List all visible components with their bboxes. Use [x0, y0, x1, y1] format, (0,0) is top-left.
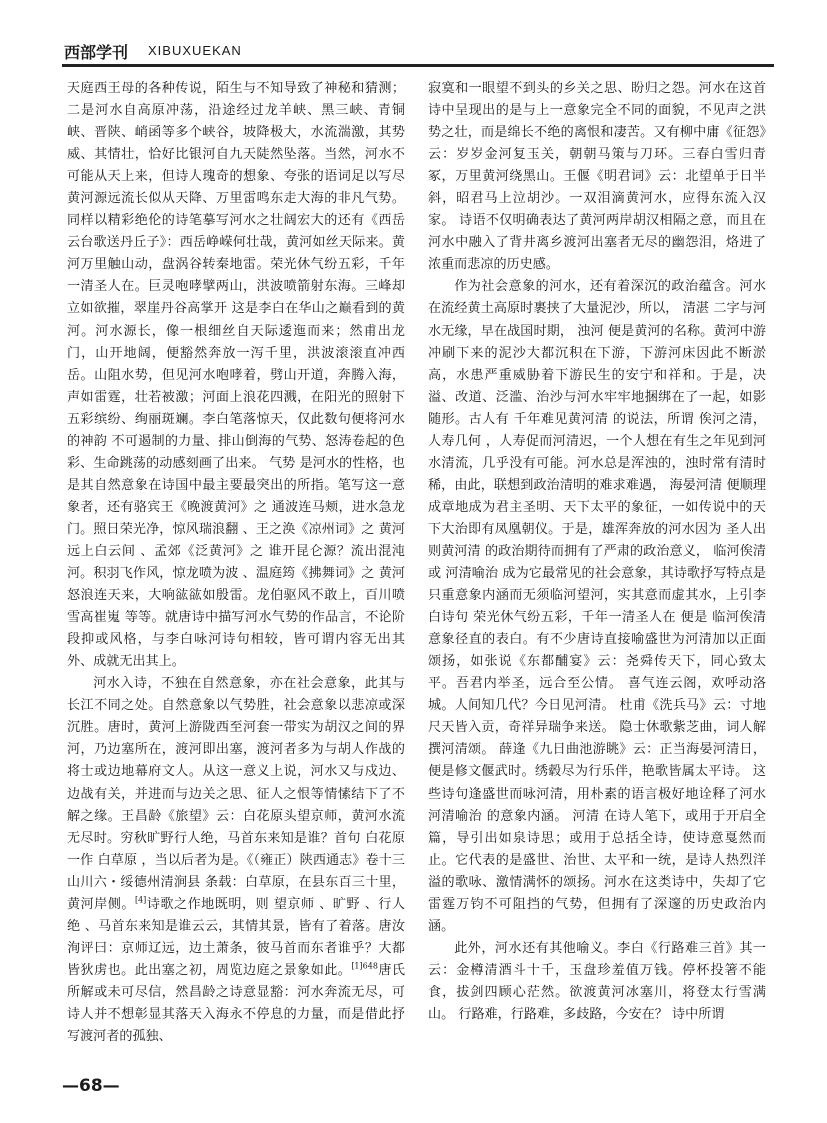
journal-header: [62, 40, 774, 67]
paragraph: 作为社会意象的河水，还有着深沉的政治蕴含。河水在流经黄土高原时裹挟了大量泥沙，所以， 清湛 二字与河水无缘，早在战国时期， 浊河 便是黄河的名称。黄河中游冲刷下来的泥沙大都沉积在下游，下游河床因此不断淤高，水患严重威胁着下游民生的安宁和祥和。于是，决溢、改道、泛滥、治沙与河水牢牢地捆绑在了一起，如影随形。古人有 千年难见黄河清 的说法，所谓 俟河之清，人寿几何 ，人寿促而河清迟，一个人想在有生之年见到河水清流，几乎没有可能。河水总是浑浊的，浊时常有清时稀，由此，联想到政治清明的难求难遇， 海晏河清 便顺理成章地成为君主圣明、天下太平的象征，一如传说中的天下大治即有凤凰朝仪。于是，雄浑奔放的河水因为 圣人出则黄河清 的政治期待而拥有了严肃的政治意义， 临河俟清 或 河清喻治 成为它最常见的社会意象，其诗歌抒写特点是只重意象内涵而无须临河望河，实其意而虚其水，上引李白诗句 荣光休气纷五彩，千年一清圣人在 便是 临河俟清 意象径直的表白。有不少唐诗直接喻盛世为河清加以正面颂扬，如张说《东都酺宴》云：尧舜传天下，同心致太平。吾君内举圣，远合至公情。 喜气连云阁，欢呼动洛城。人间知几代？今日见河清。 杜甫《洗兵马》云：寸地尺天皆入贡，奇祥异瑞争来送。 隐士休歌紫芝曲，词人解撰河清颂。 薛逢《九日曲池游眺》云：正当海晏河清日，便是修文偃武时。绣毂尽为行乐伴，艳歌皆属太平诗。 这些诗句逢盛世而咏河清，用朴素的语言极好地诠释了河水 河清喻治 的意象内涵。 河清 在诗人笔下，或用于开启全篇，导引出如泉诗思；或用于总括全诗，使诗意戛然而止。它代表的是盛世、治世、太平和一统，是诗人热烈洋溢的歌咏、激情满怀的颂扬。河水在这类诗中，失却了它雷霆万钧不可阻挡的气势，但拥有了深邃的历史政治内涵。: [428, 279, 766, 934]
paragraph: [67, 673, 405, 1048]
paragraph-text: 诗歌之作地既明，则 望京师 、旷野 、行人绝 、马首东来知是谁云云，其情其景，皆有了着落。唐汝洵评曰：京师辽远，边土萧条，彼马首而东者谁乎？大都皆狄虏也。此出塞之初，周览边庭之景象如此。: [67, 896, 405, 978]
left-column: [67, 78, 405, 1063]
journal-title-en: XIBUXUEKAN: [148, 43, 242, 58]
right-column: [428, 78, 766, 1063]
journal-title-cn: 西部学刊: [64, 43, 129, 62]
page-number: —68—: [62, 1076, 120, 1096]
citation-ref: [1]648: [351, 961, 378, 971]
paragraph: 此外，河水还有其他喻义。李白《行路难三首》其一云：金樽清酒斗十千，玉盘珍羞值万钱。停杯投箸不能食，拔剑四顾心茫然。欲渡黄河冰塞川，将登太行雪满山。 行路难，行路难，多歧路，今安在？ 诗中所谓: [428, 940, 766, 1022]
citation-ref: [4]: [134, 895, 147, 905]
paragraph: 天庭西王母的各种传说，陌生与不知导致了神秘和猜测；二是河水自高原冲荡，沿途经过龙羊峡、黑三峡、青铜峡、晋陕、峭函等多个峡谷，坡降极大，水流湍激，其势威、其情壮，恰好比银河自九天陡然坠落。当然，河水不可能从天上来，但诗人瑰奇的想象、夸张的语词足以写尽黄河源远流长似从天降、万里雷鸣东走大海的非凡气势。同样以精彩绝伦的诗笔摹写河水之壮阔宏大的还有《西岳云台歌送丹丘子》：西岳峥嵘何壮哉，黄河如丝天际来。黄河万里触山动，盘涡谷转秦地雷。荣光休气纷五彩，千年一清圣人在。巨灵咆哮擘两山，洪波喷箭射东海。三峰却立如欲摧，翠崖丹谷高掌开 这是李白在华山之巅看到的黄河。河水源长，像一根细丝自天际逶迤而来；然甫出龙门，山开地阔，便豁然奔放一泻千里，洪波滚滚直冲西岳。山阻水势，但见河水咆哮着，劈山开道，奔腾入海，声如雷霆，壮若被激；河面上浪花四溅，在阳光的照射下五彩缤纷、绚丽斑斓。李白笔落惊天，仅此数句便将河水的神韵 不可遏制的力量、排山倒海的气势、怒涛卷起的色彩、生命跳荡的动感刻画了出来。 气势 是河水的性格，也是其自然意象在诗国中最主要最突出的所指。笔写这一意象者，还有骆宾王《晚渡黄河》之 通波连马颊，进水急龙门。照日荣光净，惊风瑞浪翻 、王之涣《凉州词》之 黄河远上白云间 、孟郊《泛黄河》之 谁开昆仑源？流出混沌河。积羽飞作风，惊龙喷为波 、温庭筠《拂舞词》之 黄河怒浪连天来，大响谹谹如殷雷。龙伯驱风不敢上，百川喷雪高崔嵬 等等。就唐诗中描写河水气势的作品言，不论阶段抑或风格，与李白咏河诗句相较，皆可谓内容无出其外、成就无出其上。: [67, 81, 405, 670]
paragraph: 寂寞和一眼望不到头的乡关之思、盼归之怨。河水在这首诗中呈现出的是与上一意象完全不同的面貌，不见声之洪势之壮，而是绵长不绝的离恨和凄苦。又有柳中庸《征怨》云：岁岁金河复玉关，朝朝马策与刀环。三春白雪归青冢，万里黄河绕黑山。王偃《明君词》云：北望单于日半斜，昭君马上泣胡沙。一双泪滴黄河水，应得东流入汉家。 诗语不仅明确表达了黄河两岸胡汉相隔之意，而且在河水中融入了背井离乡渡河出塞者无尽的幽怨泪，烙进了浓重而悲凉的历史感。: [428, 81, 766, 273]
paragraph-text: 河水入诗，不独在自然意象，亦在社会意象，此其与长江不同之处。自然意象以气势胜，社会意象以悲凉或深沉胜。唐时，黄河上游陇西至河套一带实为胡汉之间的界河，乃边塞所在，渡河即出塞，渡河者多为与胡人作战的将士或边地幕府文人。从这一意义上说，河水又与戍边、边战有关，并进而与边关之思、征人之恨等情愫结下了不解之缘。王昌龄《旅望》云：白花原头望京师，黄河水流无尽时。穷秋旷野行人绝，马首东来知是谁？首句 白花原 一作 白草原 ，当以后者为是。《（雍正）陕西通志》卷十三 山川六・绥德州清涧县 条载：白草原，在县东百三十里，黄河岸侧。: [67, 676, 405, 912]
paragraph-text: 唐氏所解或未可尽信，然昌龄之诗意显豁：河水奔流无尽，可诗人并不想彰显其落天入海永不停息的力量，而是借此抒写渡河者的孤独、: [67, 962, 405, 1045]
